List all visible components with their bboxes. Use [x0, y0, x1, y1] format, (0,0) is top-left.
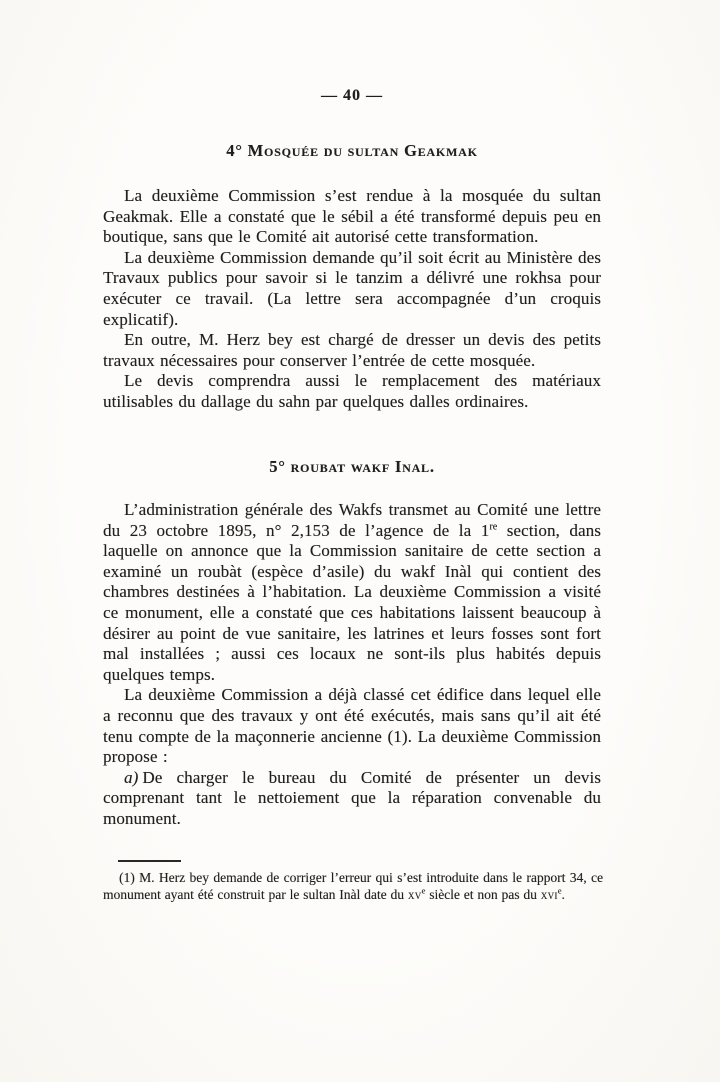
- item-a-text: De charger le bureau du Comité de présenter un devis comprenant tant le nettoiement que la réparation convenable du monument.: [103, 767, 601, 828]
- century-superscript-e: e: [421, 885, 426, 895]
- paragraph-dallage-sahn: Le devis comprendra aussi le remplacement des matériaux utilisables du dallage du sahn par quelques dalles ordinaires.: [103, 371, 601, 411]
- footnote-separator-rule: [118, 860, 181, 862]
- footnote-text-end: .: [561, 886, 565, 902]
- paragraph-herz-devis: En outre, M. Herz bey est chargé de dresser un devis des petits travaux nécessaires pour conserver l’entrée de cette mosquée.: [103, 330, 601, 370]
- century-roman-numeral-xvi: xvi: [540, 886, 558, 902]
- footnote-text-mid: siècle et non pas du: [425, 886, 541, 902]
- paragraph-wakfs-lettre: [103, 500, 601, 685]
- section-5-body: [103, 500, 601, 830]
- item-a-marker: a): [124, 767, 139, 787]
- section-4-heading: 4° Mosquée du sultan Geakmak: [226, 141, 478, 160]
- century-roman-numeral-xv: xv: [407, 886, 422, 902]
- paragraph-proposition-a: [103, 768, 601, 830]
- page-number: — 40 —: [321, 87, 383, 104]
- footnote-text-start: (1) M. Herz bey demande de corriger l’erreur qui s’est introduite dans le rapport 34, ce monument ayant été construit par le sultan Inàl date du: [103, 870, 603, 902]
- paragraph-sebil-transforme: La deuxième Commission s’est rendue à la mosquée du sultan Geakmak. Elle a constaté que le sébil a été transformé depuis peu en boutique, sans que le Comité ait autorisé cette transformation.: [103, 186, 601, 247]
- paragraph-wakfs-text-end: section, dans laquelle on annonce que la Commission sanitaire de cette section a examiné un roubàt (espèce d’asile) du wakf Inàl qui contient des chambres destinées à l’habitation. La deuxième Commission a visité ce monument, elle a constaté que ces habitations laissent beaucoup à désirer au point de vue sanitaire, les latrines et leurs fosses sont fort mal installées ; aussi ces locaux ne sont-ils plus habités depuis quelques temps.: [103, 520, 601, 684]
- paragraph-wakfs-text-start: L’administration générale des Wakfs transmet au Comité une lettre du 23 octobre 1895, n° 2,153 de l’agence de la 1: [103, 500, 601, 540]
- section-4-body: [103, 186, 601, 413]
- ordinal-superscript: re: [489, 520, 498, 532]
- section-5-heading: 5° roubat wakf Inal.: [269, 457, 435, 476]
- footnote: [103, 870, 603, 903]
- paragraph-tanzim-rokhsa: La deuxième Commission demande qu’il soit écrit au Ministère des Travaux publics pour savoir si le tanzim a délivré une rokhsa pour exécuter ce travail. (La lettre sera accompagnée d’un croquis explicatif).: [103, 247, 601, 329]
- century-superscript-e-2: e: [557, 885, 562, 895]
- paragraph-classement-edifice: La deuxième Commission a déjà classé cet édifice dans lequel elle a reconnu que des travaux y ont été exécutés, mais sans qu’il ait été tenu compte de la maçonnerie ancienne (1). La deuxième Commission propose :: [103, 685, 601, 767]
